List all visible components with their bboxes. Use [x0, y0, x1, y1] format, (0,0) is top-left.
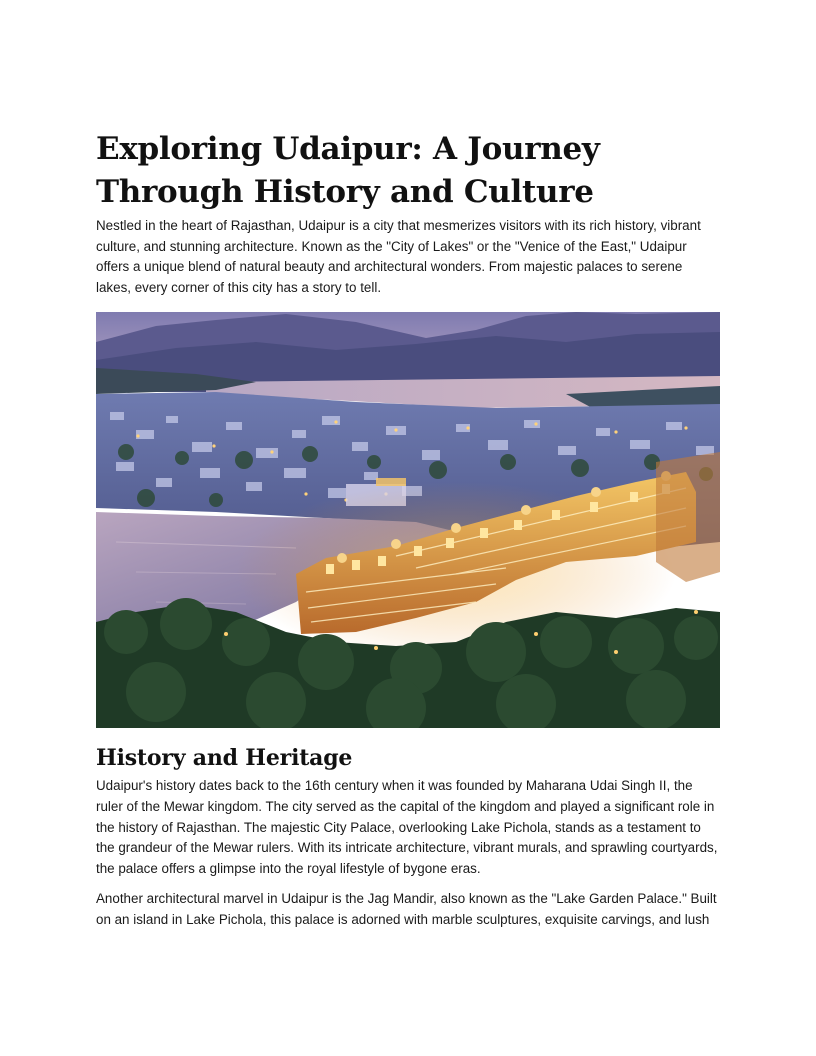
- intro-paragraph: Nestled in the heart of Rajasthan, Udaipur is a city that mesmerizes visitors with its rich history, vibrant culture, and stunning architecture. Known as the "City of Lakes" or the "Venice of the East," Udaipur offers a unique blend of natural beauty and architectural wonders. From majestic palaces to serene lakes, every corner of this city has a story to tell.: [96, 218, 701, 295]
- history-paragraph-1: Udaipur's history dates back to the 16th century when it was founded by Maharana Udai Singh II, the ruler of the Mewar kingdom. The city served as the capital of the kingdom and played a significant role in the history of Rajasthan. The majestic City Palace, overlooking Lake Pichola, stands as a testament to the grandeur of the Mewar rulers. With its intricate architecture, vibrant murals, and sprawling courtyards, the palace offers a glimpse into the royal lifestyle of bygone eras.: [96, 778, 718, 876]
- article-title: Exploring Udaipur: A Journey Through History and Culture: [96, 131, 600, 210]
- section-heading-history: History and Heritage: [96, 745, 353, 772]
- history-paragraph-2: Another architectural marvel in Udaipur is the Jag Mandir, also known as the "Lake Garden Palace." Built on an island in Lake Pichola, this palace is adorned with marble sculptures, exquisite carvings, and lush: [96, 891, 717, 927]
- article: [96, 128, 720, 941]
- udaipur-city-palace-photo: [96, 312, 720, 728]
